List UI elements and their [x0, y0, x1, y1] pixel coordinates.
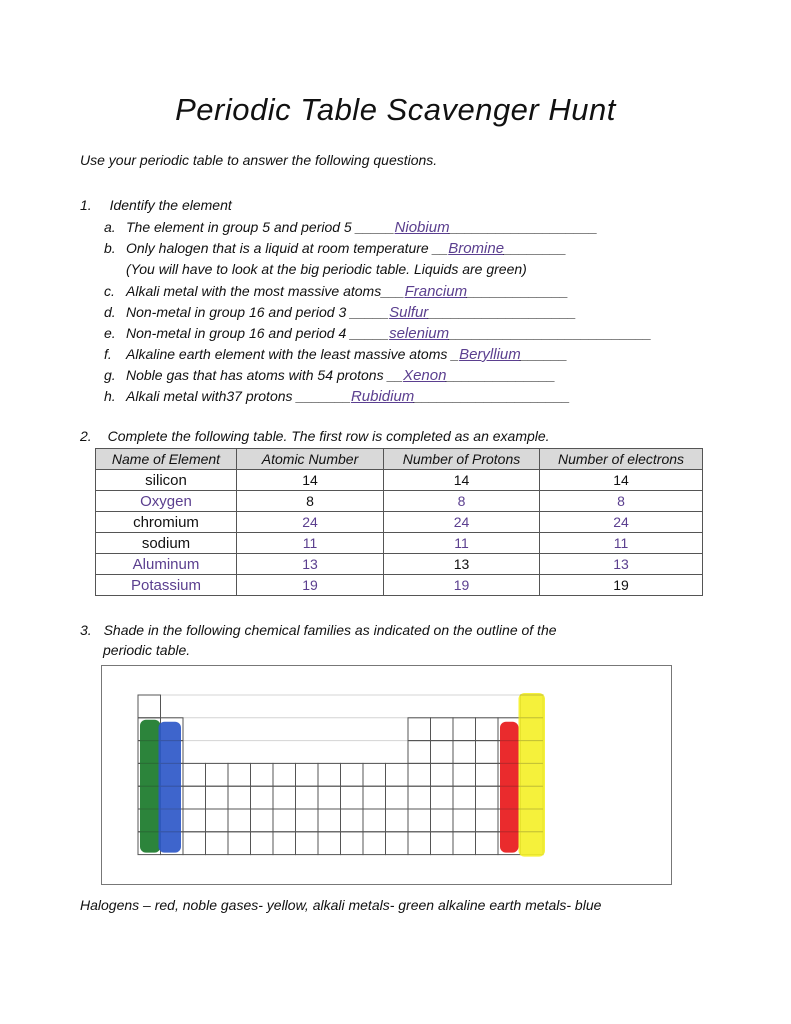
element-cell [363, 809, 386, 832]
element-cell [476, 832, 499, 855]
element-cell [408, 763, 431, 786]
table-row [96, 554, 703, 575]
q3-number: 3. [80, 622, 92, 638]
value-cell[interactable]: 8 [540, 491, 703, 512]
family-shading [138, 693, 545, 857]
element-name-cell[interactable]: Aluminum [96, 554, 237, 575]
periodic-table-drawing [101, 665, 672, 885]
element-cell [273, 832, 296, 855]
q2-heading-text: Complete the following table. The first row is completed as an example. [107, 428, 550, 444]
item-prompt: Non-metal in group 16 and period 3 [126, 304, 351, 320]
q1-item [104, 219, 598, 236]
element-cell [408, 786, 431, 809]
element-cell [296, 809, 319, 832]
shading-legend: Halogens – red, noble gases- yellow, alkali metals- green alkaline earth metals- blue [80, 897, 602, 913]
q3-line2: periodic table. [103, 642, 191, 658]
item-letter: g. [104, 367, 116, 383]
answer-blank-trail: ___________________ [449, 219, 598, 235]
handwritten-answer[interactable]: Bromine [448, 240, 505, 257]
value-cell[interactable]: 13 [237, 554, 384, 575]
element-cell [138, 695, 161, 718]
element-cell [476, 741, 499, 764]
item-letter: d. [104, 304, 116, 320]
family-shade [500, 722, 519, 853]
element-cell [453, 741, 476, 764]
element-cell [206, 786, 229, 809]
element-cell [296, 763, 319, 786]
answer-blank-lead: __ [387, 367, 404, 383]
item-prompt: Alkaline earth element with the least massive atoms [126, 346, 452, 362]
element-cell [341, 786, 364, 809]
value-cell[interactable]: 24 [237, 512, 384, 533]
element-cell [453, 809, 476, 832]
q3-line1 [80, 622, 557, 638]
element-cell [183, 809, 206, 832]
element-cell [251, 786, 274, 809]
value-cell[interactable]: 11 [540, 533, 703, 554]
element-cell [206, 763, 229, 786]
element-cell [183, 763, 206, 786]
element-cell [228, 763, 251, 786]
item-prompt: Only halogen that is a liquid at room temperature [126, 240, 433, 256]
element-cell [476, 763, 499, 786]
answer-blank-trail: _____________ [467, 283, 569, 299]
element-cell [251, 809, 274, 832]
value-cell[interactable]: 14 [237, 470, 384, 491]
column-header: Number of Protons [384, 449, 540, 470]
value-cell[interactable]: 24 [384, 512, 540, 533]
q1-item [104, 367, 555, 384]
value-cell[interactable]: 13 [384, 554, 540, 575]
table-header-row [96, 449, 703, 470]
instructions: Use your periodic table to answer the following questions. [80, 152, 438, 168]
column-header: Atomic Number [237, 449, 384, 470]
q2-heading [80, 428, 550, 444]
element-cell [228, 809, 251, 832]
item-prompt: Non-metal in group 16 and period 4 [126, 325, 351, 341]
q1-heading-text: Identify the element [109, 197, 232, 213]
element-cell [183, 786, 206, 809]
value-cell[interactable]: 11 [237, 533, 384, 554]
element-cell [431, 763, 454, 786]
handwritten-answer[interactable]: Niobium [394, 219, 450, 236]
answer-blank-lead: _____ [350, 304, 390, 320]
table-row [96, 470, 703, 491]
value-cell[interactable]: 19 [540, 575, 703, 596]
element-cell [408, 741, 431, 764]
q1-item [104, 388, 570, 405]
element-cell [386, 763, 409, 786]
answer-blank-lead: _ [451, 346, 460, 362]
handwritten-answer[interactable]: Sulfur [389, 304, 429, 321]
element-cell [408, 832, 431, 855]
element-cell [341, 809, 364, 832]
answer-blank-trail: __________________________ [449, 325, 652, 341]
element-cell [296, 832, 319, 855]
q1-item [104, 346, 567, 363]
value-cell[interactable]: 13 [540, 554, 703, 575]
value-cell[interactable]: 19 [384, 575, 540, 596]
value-cell[interactable]: 19 [237, 575, 384, 596]
element-cell [431, 786, 454, 809]
element-cell [476, 809, 499, 832]
q1-item [104, 304, 576, 321]
element-cell [318, 786, 341, 809]
element-cell [318, 832, 341, 855]
handwritten-answer[interactable]: selenium [389, 325, 450, 342]
element-cell [363, 786, 386, 809]
element-cell [273, 809, 296, 832]
item-prompt: The element in group 5 and period 5 [126, 219, 356, 235]
element-cell [341, 832, 364, 855]
element-cell [251, 763, 274, 786]
element-cell [363, 832, 386, 855]
element-name-cell[interactable]: chromium [96, 512, 237, 533]
element-cell [183, 832, 206, 855]
element-cell [476, 786, 499, 809]
element-cell [476, 718, 499, 741]
answer-blank-lead: _______ [296, 388, 351, 404]
answer-blank-lead: __ [432, 240, 449, 256]
element-cell [431, 809, 454, 832]
element-cell [296, 786, 319, 809]
item-letter: f. [104, 346, 112, 362]
table-row [96, 512, 703, 533]
item-prompt: Noble gas that has atoms with 54 protons [126, 367, 388, 383]
table-row [96, 491, 703, 512]
value-cell[interactable]: 24 [540, 512, 703, 533]
element-cell [386, 809, 409, 832]
answer-blank-trail: ________ [504, 240, 567, 256]
element-cell [386, 832, 409, 855]
element-cell [453, 832, 476, 855]
element-cell [206, 809, 229, 832]
element-cell [251, 832, 274, 855]
q1-item [126, 261, 527, 277]
q1-heading [80, 197, 232, 213]
element-name-cell[interactable]: Oxygen [96, 491, 237, 512]
element-cell [453, 763, 476, 786]
value-cell[interactable]: 11 [384, 533, 540, 554]
element-name-cell[interactable]: silicon [96, 470, 237, 491]
element-name-cell[interactable]: Potassium [96, 575, 237, 596]
element-cell [431, 832, 454, 855]
element-cell [206, 832, 229, 855]
element-cell [453, 718, 476, 741]
answer-blank-lead: _____ [350, 325, 390, 341]
element-cell [341, 763, 364, 786]
answer-blank-trail: ___________________ [428, 304, 577, 320]
element-cell [386, 786, 409, 809]
element-cell [273, 786, 296, 809]
element-cell [431, 741, 454, 764]
q3-text: Shade in the following chemical families as indicated on the outline of the [103, 622, 557, 638]
q1-item [104, 325, 652, 342]
element-cell [408, 718, 431, 741]
value-cell[interactable]: 14 [540, 470, 703, 491]
answer-blank-trail: ______________ [446, 367, 556, 383]
element-cell [408, 809, 431, 832]
element-cell [273, 763, 296, 786]
element-cell [318, 763, 341, 786]
item-letter: c. [104, 283, 115, 299]
value-cell[interactable]: 8 [384, 491, 540, 512]
column-header: Number of electrons [540, 449, 703, 470]
elements-table [95, 448, 703, 596]
element-cell [363, 763, 386, 786]
value-cell[interactable]: 14 [384, 470, 540, 491]
answer-blank-lead: ___ [381, 283, 405, 299]
q2-number: 2. [80, 428, 92, 444]
element-cell [318, 809, 341, 832]
answer-blank-lead: _____ [355, 219, 395, 235]
element-cell [228, 832, 251, 855]
handwritten-answer[interactable]: Francium [404, 283, 468, 300]
element-cell [431, 718, 454, 741]
value-cell[interactable]: 8 [237, 491, 384, 512]
element-cell [453, 786, 476, 809]
element-cell [228, 786, 251, 809]
item-letter: a. [104, 219, 116, 235]
element-name-cell[interactable]: sodium [96, 533, 237, 554]
item-prompt: Alkali metal with37 protons [126, 388, 297, 404]
item-prompt: Alkali metal with the most massive atoms [126, 283, 382, 299]
item-prompt: (You will have to look at the big periodic table. Liquids are green) [126, 261, 527, 277]
handwritten-answer[interactable]: Rubidium [350, 388, 415, 405]
q1-number: 1. [80, 197, 92, 213]
periodic-table-grid [138, 695, 543, 855]
handwritten-answer[interactable]: Xenon [403, 367, 447, 384]
answer-blank-trail: ______ [520, 346, 568, 362]
page-title: Periodic Table Scavenger Hunt [175, 92, 616, 127]
column-header: Name of Element [96, 449, 237, 470]
item-letter: b. [104, 240, 116, 256]
table-row [96, 575, 703, 596]
table-row [96, 533, 703, 554]
item-letter: e. [104, 325, 116, 341]
q1-item [104, 283, 568, 300]
answer-blank-trail: ____________________ [414, 388, 571, 404]
handwritten-answer[interactable]: Beryllium [459, 346, 521, 363]
q1-item [104, 240, 566, 257]
family-shade [159, 722, 182, 853]
item-letter: h. [104, 388, 116, 404]
